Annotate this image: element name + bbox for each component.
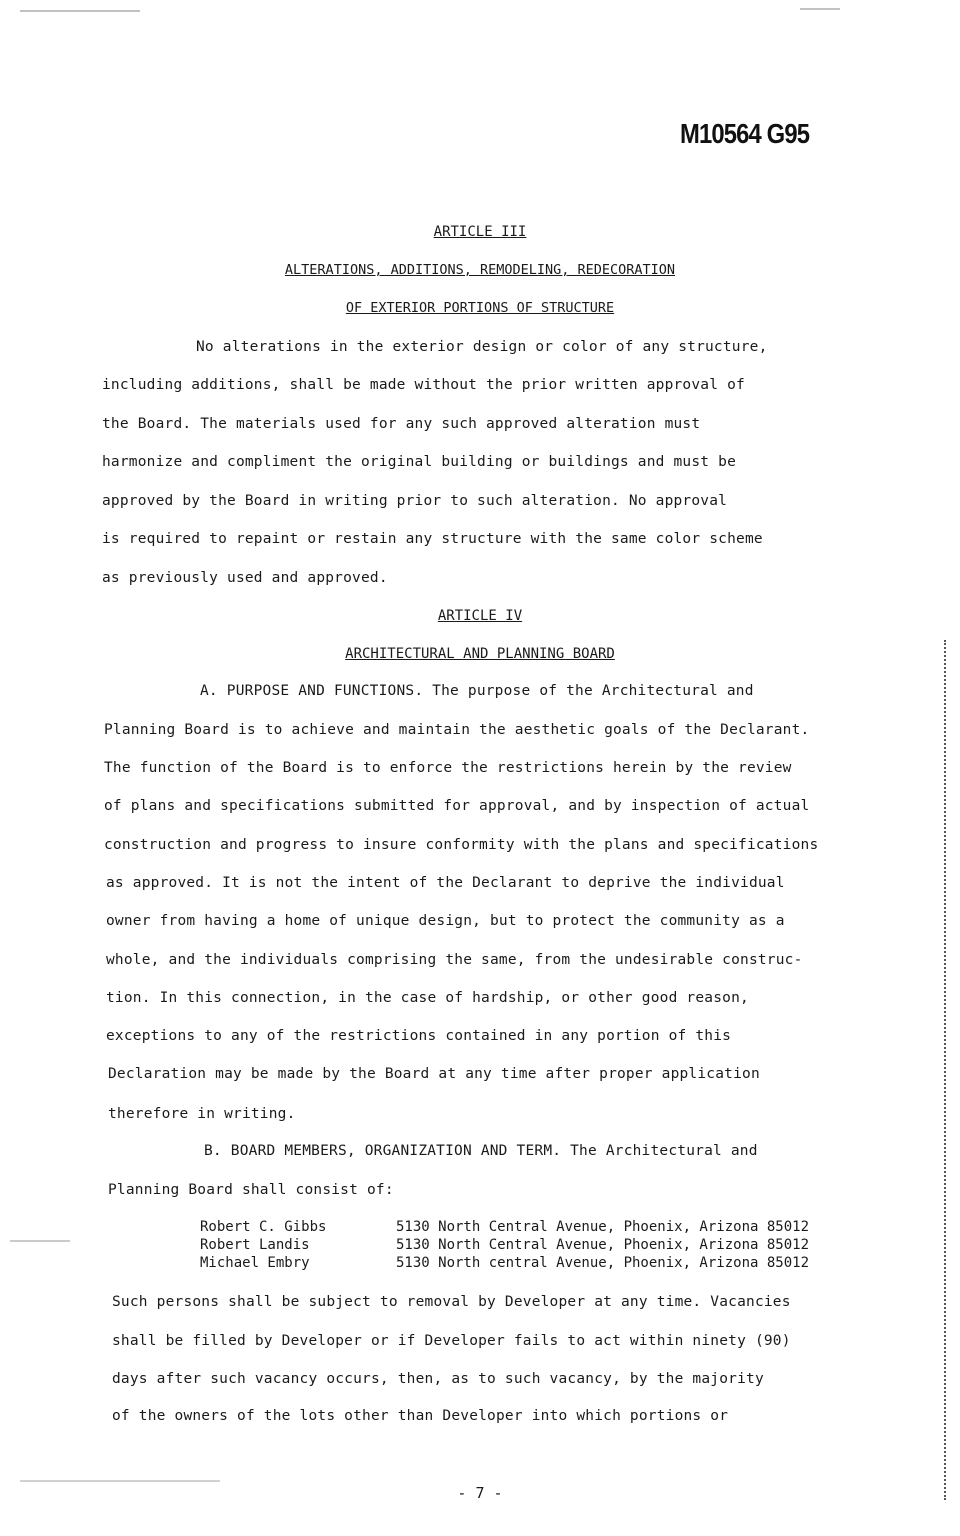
section-a-line: of plans and specifications submitted for approval, and by inspection of actual bbox=[104, 798, 810, 814]
vacancy-line: days after such vacancy occurs, then, as to such vacancy, by the majority bbox=[112, 1371, 764, 1387]
section-a-line: exceptions to any of the restrictions contained in any portion of this bbox=[106, 1028, 732, 1044]
article-3-line: including additions, shall be made without the prior written approval of bbox=[102, 377, 745, 393]
article-3-subheading-2: OF EXTERIOR PORTIONS OF STRUCTURE bbox=[345, 300, 615, 316]
article-3-line: is required to repaint or restain any structure with the same color scheme bbox=[102, 531, 763, 547]
member-address: 5130 North Central Avenue, Phoenix, Arizona 85012 bbox=[396, 1219, 810, 1235]
member-name: Robert Landis bbox=[200, 1237, 310, 1253]
article-4-subheading: ARCHITECTURAL AND PLANNING BOARD bbox=[345, 646, 615, 662]
board-member-row bbox=[200, 1218, 809, 1236]
section-a-line: whole, and the individuals comprising the same, from the undesirable construc- bbox=[106, 952, 803, 968]
section-a-line: Planning Board is to achieve and maintain the aesthetic goals of the Declarant. bbox=[104, 722, 810, 738]
section-a-line: The function of the Board is to enforce the restrictions herein by the review bbox=[104, 760, 792, 776]
section-b-line: Planning Board shall consist of: bbox=[108, 1182, 394, 1198]
board-member-row bbox=[200, 1236, 809, 1254]
member-name: Michael Embry bbox=[200, 1255, 310, 1271]
vacancy-line: Such persons shall be subject to removal by Developer at any time. Vacancies bbox=[112, 1294, 791, 1310]
page-number: - 7 - bbox=[457, 1484, 503, 1502]
recording-stamp: M10564 G95 bbox=[680, 118, 810, 149]
scan-artifact-speck bbox=[800, 8, 840, 10]
article-3-line: as previously used and approved. bbox=[102, 570, 388, 586]
article-3-line: approved by the Board in writing prior to such alteration. No approval bbox=[102, 493, 728, 509]
article-3-line: the Board. The materials used for any such approved alteration must bbox=[102, 416, 701, 432]
scan-artifact-speck bbox=[20, 10, 140, 12]
section-a-line: Declaration may be made by the Board at any time after proper application bbox=[108, 1066, 760, 1082]
section-a-line: owner from having a home of unique design, but to protect the community as a bbox=[106, 913, 785, 929]
section-a-line: as approved. It is not the intent of the Declarant to deprive the individual bbox=[106, 875, 785, 891]
member-name: Robert C. Gibbs bbox=[200, 1219, 327, 1235]
article-4-heading: ARTICLE IV bbox=[437, 608, 523, 624]
section-a-line: A. PURPOSE AND FUNCTIONS. The purpose of the Architectural and bbox=[200, 683, 754, 699]
section-b-line: B. BOARD MEMBERS, ORGANIZATION AND TERM. The Architectural and bbox=[204, 1143, 758, 1159]
article-3-line: No alterations in the exterior design or color of any structure, bbox=[196, 339, 768, 355]
scan-artifact-speck bbox=[10, 1240, 70, 1242]
member-address: 5130 North Central Avenue, Phoenix, Arizona 85012 bbox=[396, 1237, 810, 1253]
article-3-subheading-1: ALTERATIONS, ADDITIONS, REMODELING, REDECORATION bbox=[284, 262, 676, 278]
vacancy-line: shall be filled by Developer or if Developer fails to act within ninety (90) bbox=[112, 1333, 791, 1349]
board-members-list bbox=[200, 1218, 809, 1272]
article-3-heading: ARTICLE III bbox=[433, 224, 527, 240]
vacancy-line: of the owners of the lots other than Developer into which portions or bbox=[112, 1408, 729, 1424]
scan-artifact-speck bbox=[20, 1480, 220, 1482]
section-a-line: therefore in writing. bbox=[108, 1106, 296, 1122]
board-member-row bbox=[200, 1254, 809, 1272]
section-a-line: construction and progress to insure conformity with the plans and specifications bbox=[104, 837, 819, 853]
section-a-line: tion. In this connection, in the case of hardship, or other good reason, bbox=[106, 990, 749, 1006]
article-3-line: harmonize and compliment the original building or buildings and must be bbox=[102, 454, 737, 470]
scan-artifact-edge bbox=[944, 640, 946, 1500]
member-address: 5130 North central Avenue, Phoenix, Arizona 85012 bbox=[396, 1255, 810, 1271]
